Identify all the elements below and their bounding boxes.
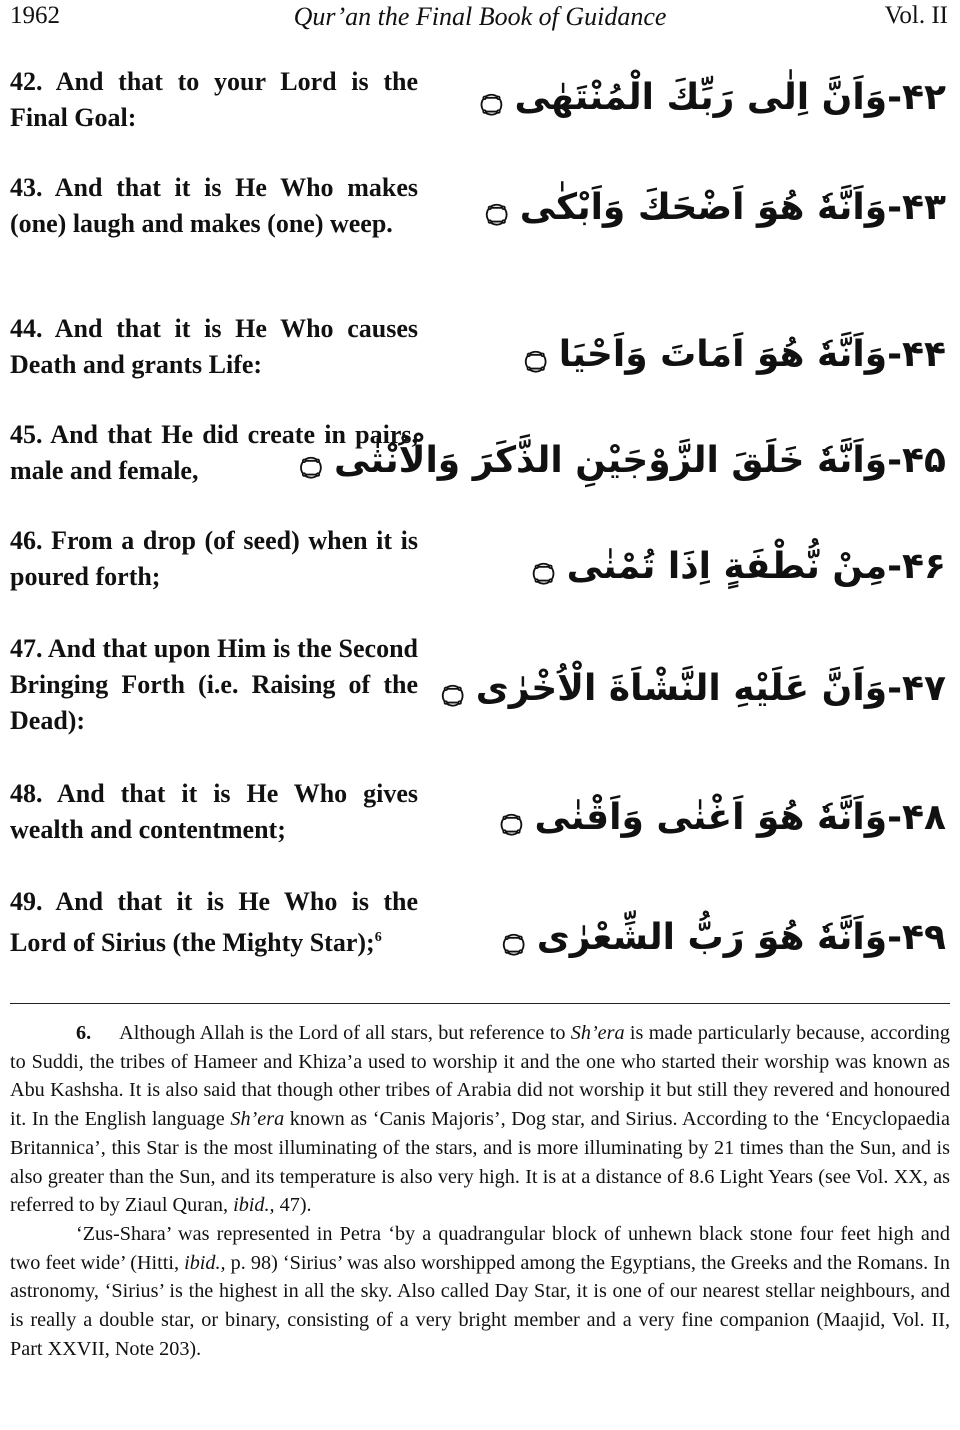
footnote-italic: ibid.,: [233, 1194, 275, 1217]
footnote-paragraph: [10, 1220, 950, 1364]
verse-translation: 44. And that it is He Who causes Death and grants Life:: [10, 314, 418, 379]
verse-arabic: ۴۶-مِنْ نُّطْفَةٍ اِذَا تُمْنٰی ۝: [532, 546, 946, 587]
verse-translation: [10, 884, 418, 961]
verse-text: 49. And that it is He Who is the Lord of Sirius (the Mighty Star);: [10, 887, 418, 957]
volume-label: Vol. II: [884, 2, 948, 29]
footnote-number: 6.: [76, 1022, 92, 1044]
running-title: Qur’an the Final Book of Guidance: [293, 2, 667, 31]
verse-arabic: ۴۳-وَاَنَّهٗ هُوَ اَضْحَكَ وَاَبْكٰی ۝: [486, 187, 946, 228]
footnote-paragraph: [10, 1019, 950, 1220]
footnote-text: p. 98) ‘Sirius’ was also worshipped among the Egyptians, the Greeks and the Romans. In astronomy, ‘Sirius’ is the highest in all the sky. Also called Day Star, it is one of our nearest stellar neighbours, and is really a double star, or binary, consisting of a very bright member and a very fine companion (Maajid, Vol. II, Part XXVII, Note 203).: [10, 1251, 951, 1360]
footnote-italic: ibid.,: [184, 1251, 226, 1274]
footnotes: [10, 1019, 950, 1363]
footnote-text: ‘Zus-Shara’ was represented in Petra ‘by a quadrangular block of unhewn black stone four feet high and two feet wide’ (Hitti,: [10, 1222, 950, 1274]
verse-translation: 42. And that to your Lord is the Final Goal:: [10, 67, 418, 132]
footnote-divider: [10, 1003, 950, 1004]
verse-translation: 45. And that He did create in pairs, male and female,: [10, 420, 418, 485]
footnote-italic: Sh’era: [230, 1108, 285, 1131]
footnote-italic: Sh’era: [570, 1022, 625, 1044]
verse-translation: 46. From a drop (of seed) when it is poured forth;: [10, 526, 418, 591]
verse-translation: 47. And that upon Him is the Second Bringing Forth (i.e. Raising of the Dead):: [10, 634, 418, 735]
verse-translation: 48. And that it is He Who gives wealth and contentment;: [10, 779, 418, 844]
footnote-text: is made particularly because, according to Suddi, the tribes of Hameer and Khiza’a used to worship it and the one who started their worship was known as Abu Kashsha. It is also said that though other tribes of Arabia did not worship it but still they revered and honoured it. In the English language: [10, 1022, 950, 1131]
verse-arabic: ۴۹-وَاَنَّهٗ هُوَ رَبُّ الشِّعْرٰی ۝: [503, 917, 946, 958]
verse-arabic: ۴۵-وَاَنَّهٗ خَلَقَ الزَّوْجَيْنِ الذَّكَرَ وَالْاُنْثٰی ۝: [300, 440, 946, 481]
verse-arabic: ۴۷-وَاَنَّ عَلَيْهِ النَّشْاَةَ الْاُخْرٰی ۝: [442, 668, 946, 709]
footnote-reference: 6: [374, 930, 382, 945]
verse-arabic: ۴۸-وَاَنَّهٗ هُوَ اَغْنٰی وَاَقْنٰی ۝: [500, 797, 946, 838]
verse-arabic: ۴۴-وَاَنَّهٗ هُوَ اَمَاتَ وَاَحْيَا ۝: [525, 334, 946, 375]
verse-arabic: ۴۲-وَاَنَّ اِلٰی رَبِّكَ الْمُنْتَهٰی ۝: [480, 77, 946, 118]
footnote-text: known as ‘Canis Majoris’, Dog star, and Sirius. According to the ‘Encyclopaedia Britannica’, this Star is the most illuminating of the stars, and is more illuminating by 21 times than the Sun, and is also greater than the Sun, and its temperature is also very high. It is at a distance of 8.6 Light Years (see Vol. XX, as referred to by Ziaul Quran,: [10, 1108, 950, 1217]
page-number: 1962: [10, 2, 60, 29]
footnote-text: 47).: [274, 1194, 312, 1217]
footnote-text: Although Allah is the Lord of all stars, but reference to: [119, 1022, 571, 1044]
verse-translation: 43. And that it is He Who makes (one) laugh and makes (one) weep.: [10, 173, 418, 238]
page-header: [10, 2, 950, 34]
